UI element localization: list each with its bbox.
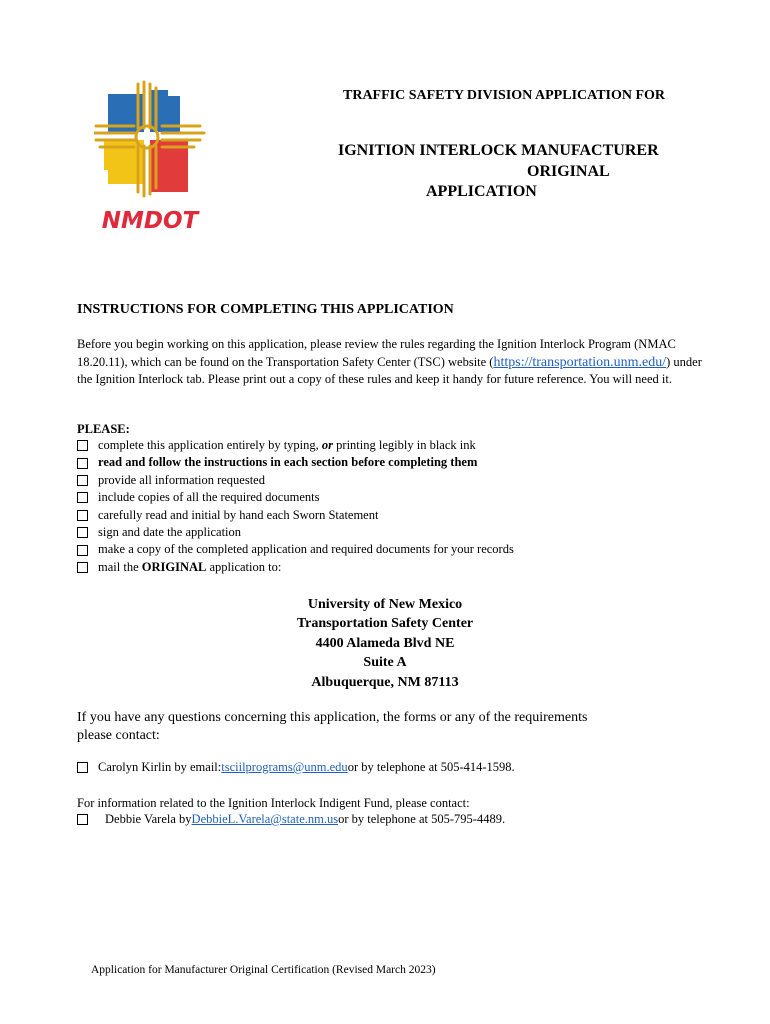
- contact-debbie: Debbie Varela by DebbieL.Varela@state.nm.us or by telephone at 505-795-4489.: [77, 812, 505, 827]
- list-item: carefully read and initial by hand each Sworn Statement: [77, 507, 514, 524]
- checkbox-icon: [77, 440, 88, 451]
- list-item: include copies of all the required documents: [77, 489, 514, 506]
- header-line-2: IGNITION INTERLOCK MANUFACTURER: [338, 142, 659, 159]
- nmdot-logo: [94, 80, 206, 240]
- mailing-address: [0, 595, 770, 692]
- debbie-email-link[interactable]: DebbieL.Varela@state.nm.us: [191, 812, 339, 826]
- checkbox-icon: [77, 475, 88, 486]
- instructions-title: INSTRUCTIONS FOR COMPLETING THIS APPLICATION: [77, 302, 454, 317]
- checkbox-icon: [77, 545, 88, 556]
- header-line-3: ORIGINAL: [527, 163, 610, 180]
- checkbox-icon: [77, 562, 88, 573]
- address-line: Suite A: [363, 655, 407, 671]
- list-item: complete this application entirely by typing, or printing legibly in black ink: [77, 437, 514, 454]
- contact-carolyn: Carolyn Kirlin by email: tsciilprograms@unm.edu or by telephone at 505-414-1598.: [77, 760, 515, 775]
- page-footer: Application for Manufacturer Original Certification (Revised March 2023): [91, 964, 436, 976]
- please-label: PLEASE:: [77, 422, 130, 436]
- checkbox-icon: [77, 458, 88, 469]
- carolyn-email-link[interactable]: tsciilprograms@unm.edu: [221, 760, 348, 774]
- instructions-paragraph: Before you begin working on this application, please review the rules regarding the Ignition Interlock Program (NMAC 18.20.11), which can be found on the Transportation Safety Center (TSC) website (https://transportation.unm.edu/) under the Ignition Interlock tab. Please print out a copy of these rules and keep it handy for future reference. You will need it.: [77, 337, 702, 386]
- checkbox-icon: [77, 762, 88, 773]
- tsc-website-link[interactable]: https://transportation.unm.edu/: [493, 354, 667, 370]
- list-item: sign and date the application: [77, 524, 514, 541]
- address-line: Transportation Safety Center: [296, 616, 474, 632]
- address-line: University of New Mexico: [307, 597, 463, 612]
- indigent-fund-text: For information related to the Ignition Interlock Indigent Fund, please contact:: [77, 796, 470, 810]
- checkbox-icon: [77, 510, 88, 521]
- address-line: 4400 Alameda Blvd NE: [315, 635, 455, 651]
- list-item: provide all information requested: [77, 472, 514, 489]
- checkbox-icon: [77, 527, 88, 538]
- list-item: make a copy of the completed application and required documents for your records: [77, 541, 514, 558]
- address-line: Albuquerque, NM 87113: [311, 674, 459, 690]
- list-item: read and follow the instructions in each section before completing them: [77, 454, 514, 471]
- checkbox-icon: [77, 492, 88, 503]
- questions-text: If you have any questions concerning this application, the forms or any of the requirements please contact:: [77, 710, 588, 743]
- list-item: mail the ORIGINAL application to:: [77, 559, 514, 576]
- logo-text: NMDOT: [101, 208, 199, 234]
- checkbox-icon: [77, 814, 88, 825]
- instructions-checklist: [77, 437, 514, 576]
- header-line-1: TRAFFIC SAFETY DIVISION APPLICATION FOR: [343, 88, 666, 103]
- header-line-4: APPLICATION: [426, 183, 537, 200]
